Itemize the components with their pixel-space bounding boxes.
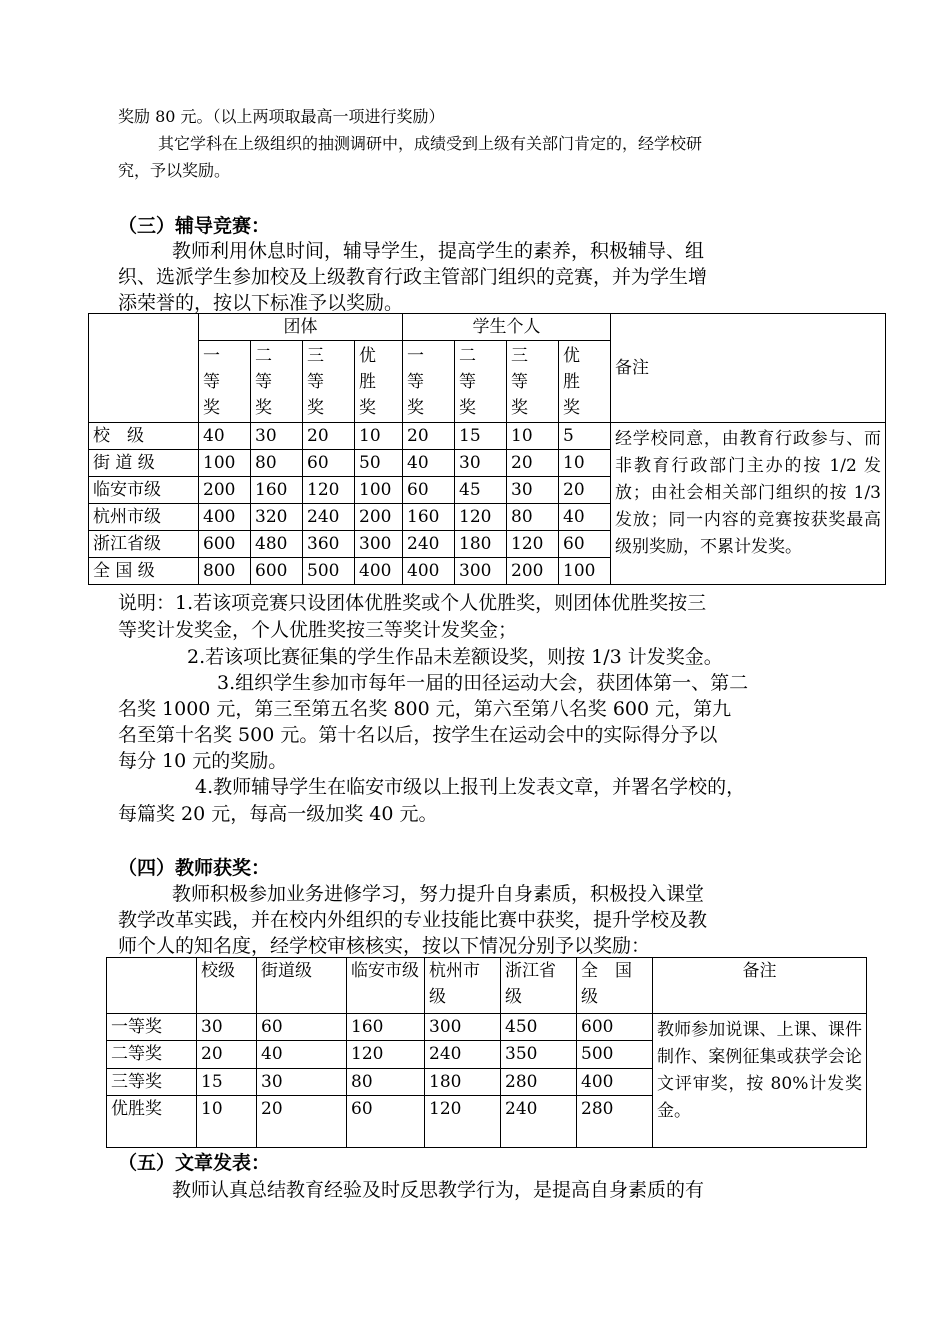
cell: 450 (501, 1014, 577, 1041)
cell: 120 (425, 1096, 501, 1148)
cell: 10 (507, 423, 559, 450)
cell: 200 (507, 558, 559, 585)
cell: 15 (455, 423, 507, 450)
remark-cell: 教师参加说课、上课、课件制作、案例征集或获学会论文评审奖，按 80%计发奖金。 (653, 1014, 867, 1148)
row-award: 三等奖 (107, 1068, 197, 1095)
remark-header: 备注 (611, 314, 886, 423)
cell: 360 (303, 531, 355, 558)
intro-line: 其它学科在上级组织的抽测调研中，成绩受到上级有关部门肯定的，经学校研 (158, 134, 703, 153)
group-header-team: 团体 (199, 314, 403, 341)
award-header: 一 等 奖 (403, 341, 455, 423)
cell: 320 (251, 504, 303, 531)
cell: 15 (197, 1068, 257, 1095)
column-header: 街道级 (257, 958, 347, 1014)
award-header: 三 等 奖 (507, 341, 559, 423)
cell: 180 (455, 531, 507, 558)
cell: 160 (251, 477, 303, 504)
cell: 60 (403, 477, 455, 504)
column-header: 浙江省级 (501, 958, 577, 1014)
paragraph-line: 添荣誉的，按以下标准予以奖励。 (118, 292, 404, 314)
cell: 480 (251, 531, 303, 558)
award-header: 二 等 奖 (455, 341, 507, 423)
cell: 120 (455, 504, 507, 531)
cell: 280 (501, 1068, 577, 1095)
row-level: 临安市级 (89, 477, 199, 504)
cell: 600 (577, 1014, 653, 1041)
competition-award-table (88, 313, 886, 585)
teacher-award-table (106, 957, 867, 1148)
cell: 100 (559, 558, 611, 585)
cell: 5 (559, 423, 611, 450)
cell: 500 (303, 558, 355, 585)
cell: 240 (303, 504, 355, 531)
paragraph-line: 教师认真总结教育经验及时反思教学行为，是提高自身素质的有 (172, 1179, 705, 1201)
paragraph-line: 织、选派学生参加校及上级教育行政主管部门组织的竞赛，并为学生增 (118, 266, 708, 288)
cell: 280 (577, 1096, 653, 1148)
note-line: 2.若该项比赛征集的学生作品未差额设奖，则按 1/3 计发奖金。 (187, 646, 723, 668)
cell: 60 (257, 1014, 347, 1041)
row-award: 优胜奖 (107, 1096, 197, 1148)
cell: 120 (507, 531, 559, 558)
cell: 30 (197, 1014, 257, 1041)
row-award: 一等奖 (107, 1014, 197, 1041)
table-row (107, 1014, 867, 1041)
cell: 400 (355, 558, 403, 585)
column-header: 临安市级 (347, 958, 425, 1014)
cell: 20 (303, 423, 355, 450)
row-level: 全 国 级 (89, 558, 199, 585)
note-line: 说明：1.若该项竞赛只设团体优胜奖或个人优胜奖，则团体优胜奖按三 (118, 592, 707, 614)
column-header: 杭州市级 (425, 958, 501, 1014)
cell: 240 (403, 531, 455, 558)
cell: 45 (455, 477, 507, 504)
cell: 20 (507, 450, 559, 477)
cell: 160 (347, 1014, 425, 1041)
cell: 60 (347, 1096, 425, 1148)
row-level: 浙江省级 (89, 531, 199, 558)
cell: 40 (559, 504, 611, 531)
note-line: 每分 10 元的奖励。 (118, 750, 288, 772)
cell: 50 (355, 450, 403, 477)
cell: 300 (455, 558, 507, 585)
cell: 160 (403, 504, 455, 531)
cell: 500 (577, 1041, 653, 1068)
note-line: 名奖 1000 元，第三至第五名奖 800 元，第六至第八名奖 600 元，第九 (118, 698, 732, 720)
cell: 30 (251, 423, 303, 450)
cell: 20 (559, 477, 611, 504)
award-header: 三 等 奖 (303, 341, 355, 423)
cell: 400 (577, 1068, 653, 1095)
paragraph-line: 教师利用休息时间，辅导学生，提高学生的素养，积极辅导、组 (172, 240, 705, 262)
row-level: 校 级 (89, 423, 199, 450)
cell: 200 (199, 477, 251, 504)
row-level: 街 道 级 (89, 450, 199, 477)
table-corner-cell (107, 958, 197, 1014)
row-level: 杭州市级 (89, 504, 199, 531)
cell: 300 (355, 531, 403, 558)
cell: 100 (355, 477, 403, 504)
cell: 60 (303, 450, 355, 477)
note-line: 4.教师辅导学生在临安市级以上报刊上发表文章，并署名学校的， (195, 776, 746, 798)
intro-line: 究，予以奖励。 (118, 161, 231, 180)
row-award: 二等奖 (107, 1041, 197, 1068)
group-header-individual: 学生个人 (403, 314, 611, 341)
cell: 100 (199, 450, 251, 477)
cell: 300 (425, 1014, 501, 1041)
note-line: 每篇奖 20 元，每高一级加奖 40 元。 (118, 803, 438, 825)
cell: 30 (507, 477, 559, 504)
cell: 600 (251, 558, 303, 585)
cell: 80 (507, 504, 559, 531)
cell: 40 (403, 450, 455, 477)
award-header: 一 等 奖 (199, 341, 251, 423)
remark-header: 备注 (653, 958, 867, 1014)
award-header: 二 等 奖 (251, 341, 303, 423)
cell: 60 (559, 531, 611, 558)
paragraph-line: 教师积极参加业务进修学习，努力提升自身素质，积极投入课堂 (172, 883, 705, 905)
column-header: 校级 (197, 958, 257, 1014)
cell: 120 (347, 1041, 425, 1068)
table-row (89, 423, 886, 450)
cell: 20 (403, 423, 455, 450)
cell: 200 (355, 504, 403, 531)
section-heading: （三）辅导竞赛： (118, 215, 271, 237)
intro-line: 奖励 80 元。（以上两项取最高一项进行奖励） (118, 107, 445, 126)
cell: 10 (559, 450, 611, 477)
cell: 80 (347, 1068, 425, 1095)
cell: 800 (199, 558, 251, 585)
cell: 20 (197, 1041, 257, 1068)
cell: 240 (501, 1096, 577, 1148)
note-line: 等奖计发奖金，个人优胜奖按三等奖计发奖金； (118, 619, 518, 641)
remark-cell: 经学校同意，由教育行政参与、而非教育行政部门主办的按 1/2 发放；由社会相关部门组织的按 1/3 发放；同一内容的竞赛按获奖最高级别奖励，不累计发奖。 (611, 423, 886, 585)
cell: 400 (403, 558, 455, 585)
cell: 180 (425, 1068, 501, 1095)
section-heading: （五）文章发表： (118, 1152, 271, 1174)
note-line: 3.组织学生参加市每年一届的田径运动大会，获团体第一、第二 (217, 672, 749, 694)
cell: 30 (257, 1068, 347, 1095)
cell: 10 (355, 423, 403, 450)
paragraph-line: 师个人的知名度，经学校审核核实，按以下情况分别予以奖励： (118, 935, 651, 957)
award-header: 优 胜 奖 (355, 341, 403, 423)
cell: 30 (455, 450, 507, 477)
award-header: 优 胜 奖 (559, 341, 611, 423)
note-line: 名至第十名奖 500 元。第十名以后，按学生在运动会中的实际得分予以 (118, 724, 718, 746)
cell: 240 (425, 1041, 501, 1068)
cell: 350 (501, 1041, 577, 1068)
cell: 40 (199, 423, 251, 450)
cell: 40 (257, 1041, 347, 1068)
cell: 400 (199, 504, 251, 531)
cell: 80 (251, 450, 303, 477)
cell: 20 (257, 1096, 347, 1148)
paragraph-line: 教学改革实践，并在校内外组织的专业技能比赛中获奖，提升学校及教 (118, 909, 708, 931)
column-header: 全 国级 (577, 958, 653, 1014)
cell: 600 (199, 531, 251, 558)
table-corner-cell (89, 314, 199, 423)
cell: 10 (197, 1096, 257, 1148)
cell: 120 (303, 477, 355, 504)
section-heading: （四）教师获奖： (118, 857, 271, 879)
